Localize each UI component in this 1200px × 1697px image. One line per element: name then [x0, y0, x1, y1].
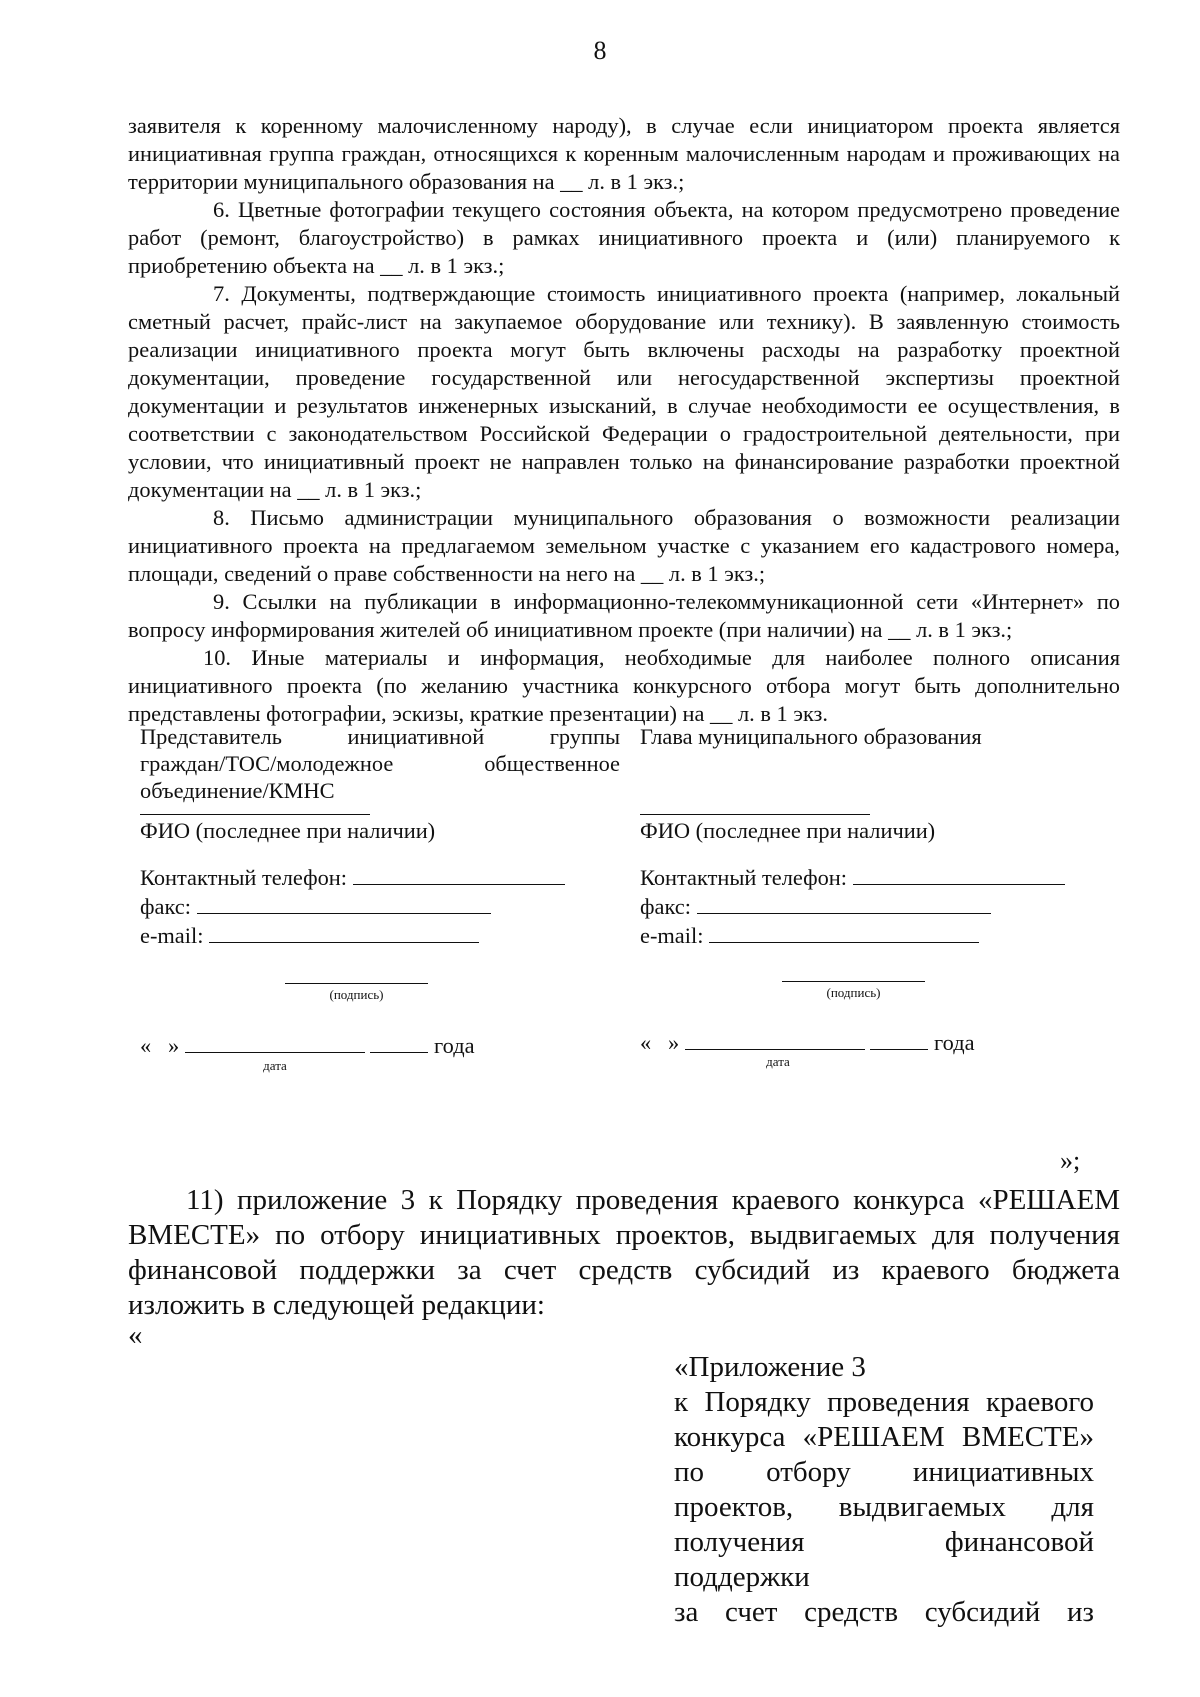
appendix-line-1: «Приложение 3 — [674, 1351, 866, 1383]
right-year-field[interactable] — [870, 1027, 928, 1050]
right-email-field[interactable] — [709, 920, 979, 943]
paragraph-item-9: 9. Ссылки на публикации в информационно-телекоммуникационной сети «Интернет» по вопросу информирования жителей об инициативном проекте (при наличии) на __ л. в 1 экз.; — [128, 589, 1120, 642]
appendix-line-4: по отбору инициативных — [674, 1456, 1094, 1488]
right-phone-label: Контактный телефон: — [640, 865, 847, 890]
paragraph-item-6: 6. Цветные фотографии текущего состояния объекта, на котором предусмотрено проведение работ (ремонт, благоустройство) в рамках инициативного проекта и (или) планируемого к приобретению объекта на __ л. в 1 экз.; — [128, 197, 1120, 278]
left-email-label: e-mail: — [140, 923, 204, 948]
left-date-row — [140, 1030, 620, 1059]
left-date-open-quote: « — [140, 1033, 152, 1058]
left-phone-field[interactable] — [353, 862, 565, 885]
left-signature-caption: (подпись) — [329, 987, 384, 1002]
right-signature-line — [782, 981, 925, 982]
left-phone-label: Контактный телефон: — [140, 865, 347, 890]
paragraph-item-10: 10. Иные материалы и информация, необходимые для наиболее полного описания инициативного проекта (по желанию участника конкурсного отбора могут быть дополнительно представлены фотографии, эскизы, краткие презентации) на __ л. в 1 экз. — [128, 645, 1120, 726]
left-signature-line — [285, 983, 428, 984]
left-year-label: года — [434, 1033, 475, 1058]
item-11-block — [128, 1183, 1120, 1323]
paragraph-applicant: заявителя к коренному малочисленному народу), в случае если инициатором проекта является инициативная группа граждан, относящихся к коренным малочисленным народам и проживающих на территории муниципального образования на __ л. в 1 экз.; — [128, 113, 1120, 194]
appendix-line-5: проектов, выдвигаемых для — [674, 1491, 1094, 1523]
closing-quote: »; — [1060, 1146, 1081, 1175]
right-fio-label: ФИО (последнее при наличии) — [640, 818, 936, 843]
left-contacts — [140, 862, 620, 949]
left-title-line-2: граждан/ТОС/молодежное общественное — [140, 751, 620, 776]
right-signature-title: Глава муниципального образования — [640, 724, 982, 749]
appendix-header — [674, 1350, 1094, 1630]
appendix-line-3: конкурса «РЕШАЕМ ВМЕСТЕ» — [674, 1421, 1094, 1453]
left-date-close-quote: » — [168, 1033, 180, 1058]
paragraph-item-8: 8. Письмо администрации муниципального образования о возможности реализации инициативного проекта на предлагаемом земельном участке с указанием его кадастрового номера, площади, сведений о праве собственности на него на __ л. в 1 экз.; — [128, 505, 1120, 586]
right-date-row — [640, 1027, 1120, 1056]
left-date-field[interactable] — [185, 1030, 365, 1053]
left-fax-field[interactable] — [197, 891, 491, 914]
right-year-label: года — [934, 1030, 975, 1055]
right-date-close-quote: » — [668, 1030, 680, 1055]
document-body — [128, 112, 1120, 728]
right-fax-field[interactable] — [697, 891, 991, 914]
left-title-line-1: Представитель инициативной группы — [140, 724, 620, 749]
paragraph-item-7: 7. Документы, подтверждающие стоимость инициативного проекта (например, локальный сметный расчет, прайс-лист на закупаемое оборудование или технику). В заявленную стоимость реализации инициативного проекта могут быть включены расходы на разработку проектной документации, проведение государственной или негосударственной экспертизы проектной документации и результатов инженерных изысканий, в случае необходимости ее осуществления, в соответствии с законодательством Российской Федерации о градостроительной деятельности, при условии, что инициативный проект не направлен только на финансирование разработки проектной документации на __ л. в 1 экз.; — [128, 281, 1120, 502]
left-fio-label: ФИО (последнее при наличии) — [140, 818, 436, 843]
appendix-line-2: к Порядку проведения краевого — [674, 1386, 1094, 1418]
right-contacts — [640, 862, 1120, 949]
right-date-field[interactable] — [685, 1027, 865, 1050]
appendix-line-7: за счет средств субсидий из — [674, 1596, 1094, 1628]
appendix-line-6: получения финансовой поддержки — [674, 1526, 1094, 1593]
open-quote: « — [128, 1319, 143, 1351]
right-fax-label: факс: — [640, 894, 691, 919]
left-email-field[interactable] — [209, 920, 479, 943]
page-number: 8 — [593, 36, 607, 65]
right-email-label: e-mail: — [640, 923, 704, 948]
left-year-field[interactable] — [370, 1030, 428, 1053]
right-date-caption: дата — [766, 1054, 790, 1069]
item-11-paragraph: 11) приложение 3 к Порядку проведения краевого конкурса «РЕШАЕМ ВМЕСТЕ» по отбору инициативных проектов, выдвигаемых для получения финансовой поддержки за счет средств субсидий из краевого бюджета изложить в следующей редакции: — [128, 1184, 1120, 1321]
left-title-line-3: объединение/КМНС — [140, 778, 335, 803]
left-fax-label: факс: — [140, 894, 191, 919]
right-signature-caption: (подпись) — [826, 985, 881, 1000]
right-phone-field[interactable] — [853, 862, 1065, 885]
right-date-open-quote: « — [640, 1030, 652, 1055]
left-signature-title — [140, 723, 620, 804]
right-fio-line — [640, 814, 870, 815]
left-fio-line — [140, 814, 370, 815]
left-date-caption: дата — [263, 1058, 287, 1073]
